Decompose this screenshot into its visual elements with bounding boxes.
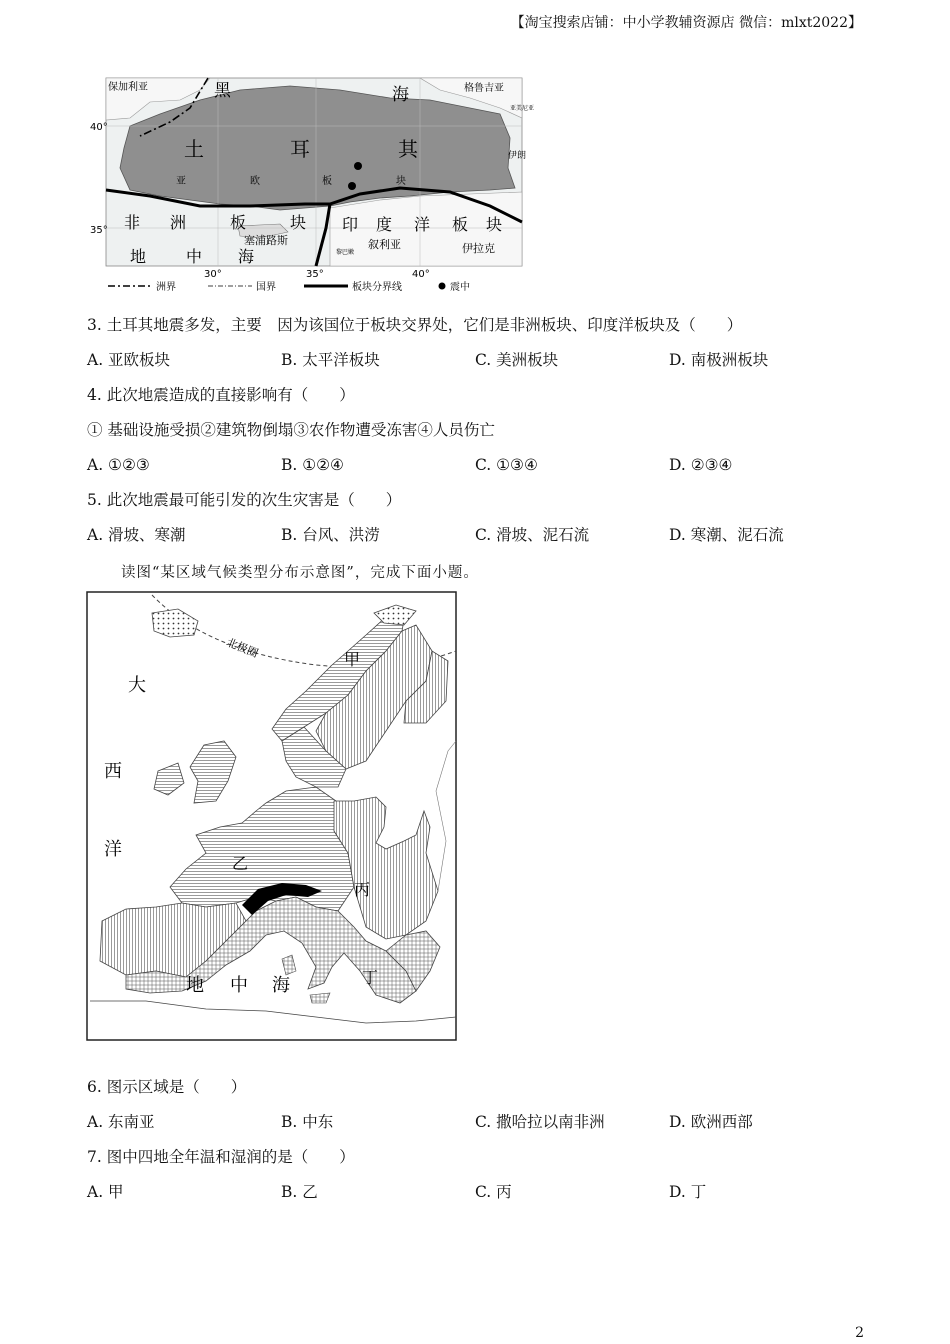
label-lon40: 40°: [412, 269, 430, 280]
label-ding: 丁: [362, 968, 379, 987]
europe-climate-map: [86, 591, 457, 1041]
question-5-option-d[interactable]: D. 寒潮、泥石流: [669, 526, 784, 544]
turkey-plate-map: [90, 78, 535, 294]
label-ban: 板: [322, 176, 332, 187]
legend-continent: 洲界: [156, 282, 176, 293]
label-di: 地: [130, 247, 147, 266]
question-5-option-b[interactable]: B. 台风、洪涝: [281, 526, 380, 544]
label-zhou: 洲: [170, 213, 187, 232]
question-4-option-d[interactable]: D. ②③④: [669, 456, 733, 474]
label-lon35: 35°: [306, 269, 324, 280]
label-black-sea: 海: [392, 85, 409, 105]
label-yang: 洋: [104, 839, 122, 860]
label-ban3: 板: [452, 215, 469, 234]
label-yi: 乙: [232, 854, 249, 873]
question-7-option-a[interactable]: A. 甲: [87, 1183, 124, 1201]
page-number: 2: [855, 1325, 864, 1341]
label-zhong: 中: [230, 975, 248, 996]
label-armenia: 亚美尼亚: [510, 105, 535, 112]
label-syria: 叙利亚: [368, 238, 401, 251]
question-5-option-c[interactable]: C. 滑坡、泥石流: [475, 526, 590, 544]
label-iraq: 伊拉克: [462, 242, 495, 255]
question-3-stem: 3. 土耳其地震多发，主要 因为该国位于板块交界处，它们是非洲板块、印度洋板块及（ ）: [87, 316, 743, 334]
question-4-sub: ① 基础设施受损②建筑物倒塌③农作物遭受冻害④人员伤亡: [87, 421, 495, 439]
question-7-option-d[interactable]: D. 丁: [669, 1183, 707, 1201]
label-lat35: 35°: [90, 225, 108, 236]
label-lat40: 40°: [90, 122, 108, 133]
question-7-option-b[interactable]: B. 乙: [281, 1183, 318, 1201]
label-black: 黑: [214, 81, 231, 101]
label-hai: 海: [238, 247, 255, 266]
label-qi: 其: [398, 137, 418, 161]
label-da: 大: [128, 675, 146, 696]
label-kuai3: 块: [486, 215, 503, 234]
question-6-stem: 6. 图示区域是（ ）: [87, 1078, 247, 1096]
label-ya: 亚: [176, 176, 186, 187]
question-6-option-d[interactable]: D. 欧洲西部: [669, 1113, 753, 1131]
label-iran: 伊朗: [508, 151, 527, 161]
label-xi: 西: [104, 761, 122, 782]
label-kuai2: 块: [290, 213, 307, 232]
label-kuai: 块: [396, 176, 406, 187]
label-di: 地: [186, 975, 204, 996]
label-yin: 印: [342, 215, 359, 234]
question-4-option-b[interactable]: B. ①②④: [281, 456, 344, 474]
label-lon30: 30°: [204, 269, 222, 280]
label-arctic-circle: 北极圈: [224, 635, 260, 661]
label-hai: 海: [272, 975, 290, 996]
legend-plate: 板块分界线: [352, 282, 402, 293]
question-6-option-c[interactable]: C. 撒哈拉以南非洲: [475, 1113, 605, 1131]
label-ou: 欧: [250, 176, 260, 187]
question-5-option-a[interactable]: A. 滑坡、寒潮: [87, 526, 186, 544]
question-6-option-a[interactable]: A. 东南亚: [87, 1113, 155, 1131]
question-3-option-b[interactable]: B. 太平洋板块: [281, 351, 380, 369]
question-3-option-a[interactable]: A. 亚欧板块: [87, 351, 171, 369]
question-3-option-c[interactable]: C. 美洲板块: [475, 351, 559, 369]
label-er: 耳: [290, 137, 310, 161]
label-ban2: 板: [230, 213, 247, 232]
label-yang: 洋: [414, 215, 431, 234]
label-lebanon: 黎巴嫩: [336, 249, 355, 256]
question-6-option-b[interactable]: B. 中东: [281, 1113, 334, 1131]
label-tu: 土: [184, 137, 204, 161]
question-4-option-c[interactable]: C. ①③④: [475, 456, 538, 474]
label-bing: 丙: [354, 880, 371, 899]
page-header: 【淘宝搜索店铺：中小学教辅资源店 微信：mlxt2022】: [510, 15, 862, 31]
reading-intro: 读图“某区域气候类型分布示意图”，完成下面小题。: [121, 565, 479, 581]
label-cyprus: 塞浦路斯: [244, 234, 288, 247]
question-7-option-c[interactable]: C. 丙: [475, 1183, 512, 1201]
label-jia: 甲: [344, 650, 361, 669]
label-georgia: 格鲁吉亚: [464, 83, 504, 94]
legend-country: 国界: [256, 282, 276, 293]
label-fei: 非: [124, 213, 141, 232]
label-bulgaria: 保加利亚: [108, 82, 148, 93]
question-4-option-a[interactable]: A. ①②③: [87, 456, 150, 474]
question-4-stem: 4. 此次地震造成的直接影响有（ ）: [87, 386, 355, 404]
question-5-stem: 5. 此次地震最可能引发的次生灾害是（ ）: [87, 491, 402, 509]
label-zhong: 中: [186, 247, 203, 266]
question-3-option-d[interactable]: D. 南极洲板块: [669, 351, 769, 369]
question-7-stem: 7. 图中四地全年温和湿润的是（ ）: [87, 1148, 355, 1166]
label-du: 度: [376, 215, 393, 234]
legend-epicenter: 震中: [450, 282, 470, 293]
